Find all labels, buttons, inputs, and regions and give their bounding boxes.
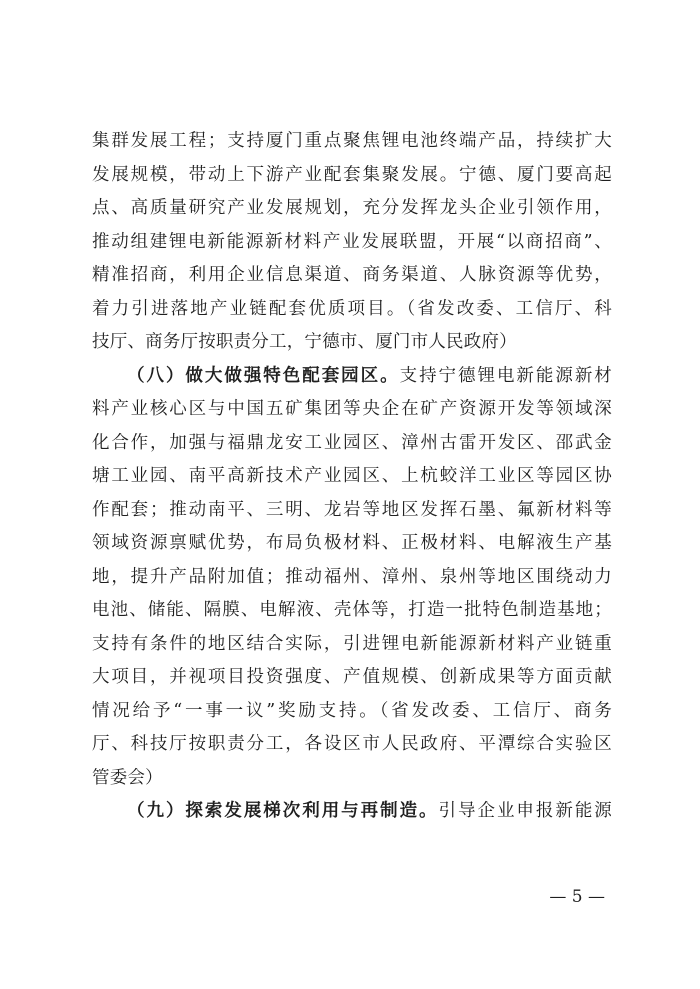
paragraph-line: 大项目，并视项目投资强度、产值规模、创新成果等方面贡献 xyxy=(92,667,612,687)
paragraph-line: 推动组建锂电新能源新材料产业发展联盟，开展“以商招商”、 xyxy=(92,231,612,252)
paragraph-line: 发展规模，带动上下游产业配套集聚发展。宁德、厦门要高起 xyxy=(92,164,612,185)
paragraph-line: 领域资源禀赋优势，布局负极材料、正极材料、电解液生产基 xyxy=(92,533,612,553)
paragraph-line: 电池、储能、隔膜、电解液、壳体等，打造一批特色制造基地； xyxy=(92,600,612,620)
body-text xyxy=(92,125,612,829)
section-8-first-line xyxy=(92,360,612,394)
section-9-first-line xyxy=(92,795,612,829)
paragraph-line: 集群发展工程；支持厦门重点聚焦锂电池终端产品，持续扩大 xyxy=(92,131,612,151)
paragraph-line: 塘工业园、南平高新技术产业园区、上杭蛟洋工业区等园区协 xyxy=(92,466,612,486)
paragraph-line: 作配套；推动南平、三明、龙岩等地区发挥石墨、氟新材料等 xyxy=(92,499,612,520)
section-9-text: 引导企业申报新能源 xyxy=(438,801,612,821)
paragraph-line: 情况给予“一事一议”奖励支持。（省发改委、工信厅、商务 xyxy=(92,700,612,721)
paragraph-line: 支持有条件的地区结合实际，引进锂电新能源新材料产业链重 xyxy=(92,633,612,654)
section-8-heading: （八）做大做强特色配套园区。 xyxy=(127,365,400,386)
paragraph-line: 技厅、商务厅按职责分工，宁德市、厦门市人民政府） xyxy=(92,332,517,352)
paragraph-line: 化合作，加强与福鼎龙安工业园区、漳州古雷开发区、邵武金 xyxy=(92,432,612,453)
paragraph-line: 点、高质量研究产业发展规划，充分发挥龙头企业引领作用， xyxy=(92,198,612,218)
page-number: — 5 — xyxy=(549,887,605,907)
paragraph-line: 精准招商，利用企业信息渠道、商务渠道、人脉资源等优势， xyxy=(92,265,612,285)
paragraph-line: 地，提升产品附加值；推动福州、漳州、泉州等地区围绕动力 xyxy=(92,566,612,587)
section-8-text: 支持宁德锂电新能源新材 xyxy=(399,365,612,386)
paragraph-line: 管委会） xyxy=(92,767,163,788)
paragraph-line: 厅、科技厅按职责分工，各设区市人民政府、平潭综合实验区 xyxy=(92,734,612,754)
section-9-heading: （九）探索发展梯次利用与再制造。 xyxy=(127,801,439,821)
paragraph-line: 料产业核心区与中国五矿集团等央企在矿产资源开发等领域深 xyxy=(92,399,612,419)
paragraph-line: 着力引进落地产业链配套优质项目。（省发改委、工信厅、科 xyxy=(92,298,612,319)
